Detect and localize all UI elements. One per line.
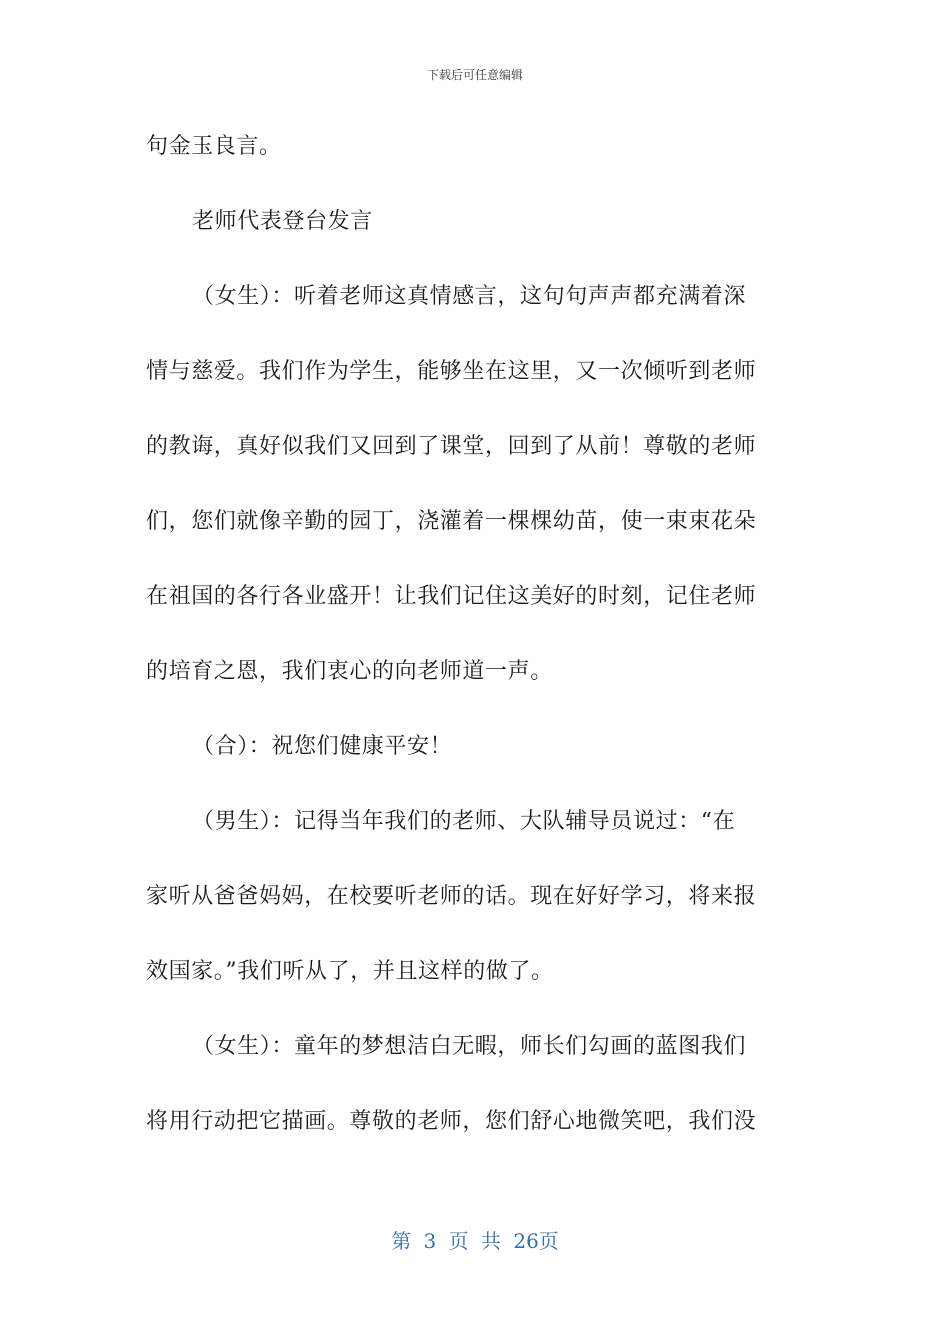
text-line: （合）：祝您们健康平安！ — [192, 734, 453, 759]
text-line: 在祖国的各行各业盛开！让我们记住这美好的时刻，记住老师 — [146, 584, 757, 609]
text-line: 们，您们就像辛勤的园丁，浇灌着一棵棵幼苗，使一束束花朵 — [146, 509, 757, 534]
text-line: 情与慈爱。我们作为学生，能够坐在这里，又一次倾听到老师 — [146, 359, 757, 384]
section-heading: 老师代表登台发言 — [192, 209, 373, 234]
text-line: （男生）：记得当年我们的老师、大队辅导员说过：“在 — [192, 809, 736, 834]
page-header: 下载后可任意编辑 — [426, 68, 523, 82]
page-number-footer: 第 3 页 共 26页 — [391, 1229, 559, 1253]
text-line: 家听从爸爸妈妈，在校要听老师的话。现在好好学习，将来报 — [146, 884, 757, 909]
text-line: （女生）：听着老师这真情感言，这句句声声都充满着深 — [192, 284, 747, 309]
document-body — [146, 127, 796, 1177]
text-line: 的培育之恩，我们衷心的向老师道一声。 — [146, 659, 553, 684]
text-line: 将用行动把它描画。尊敬的老师，您们舒心地微笑吧，我们没 — [146, 1109, 757, 1134]
text-line: （女生）：童年的梦想洁白无暇，师长们勾画的蓝图我们 — [192, 1034, 747, 1059]
text-line: 效国家。”我们听从了，并且这样的做了。 — [146, 959, 554, 984]
text-line: 句金玉良言。 — [146, 134, 282, 159]
text-line: 的教诲，真好似我们又回到了课堂，回到了从前！尊敬的老师 — [146, 434, 757, 459]
